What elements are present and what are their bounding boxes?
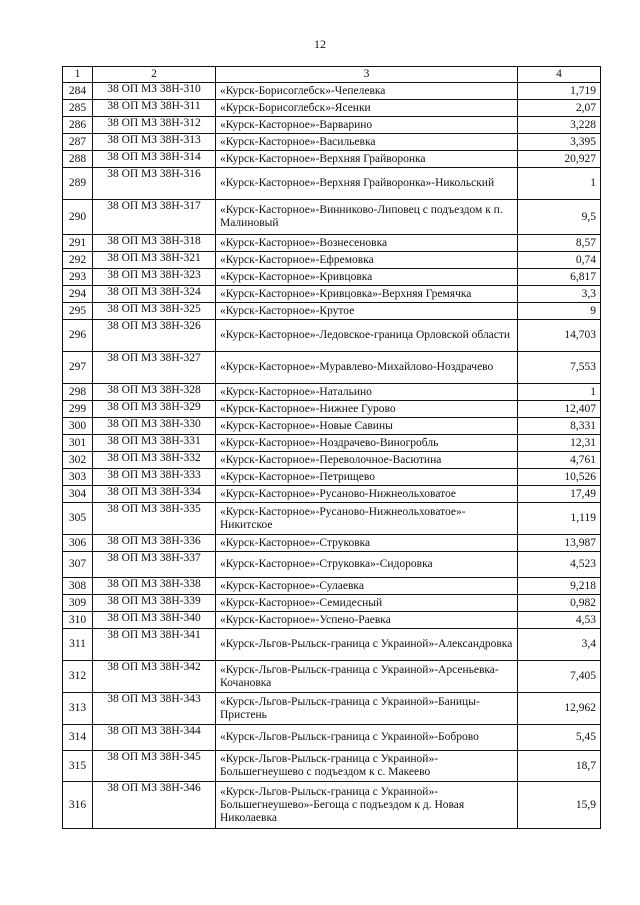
road-name: «Курск-Касторное»-Струковка»-Сидоровка xyxy=(216,552,518,578)
road-length: 3,228 xyxy=(518,117,601,134)
road-length: 3,3 xyxy=(518,286,601,303)
table-row xyxy=(63,252,601,269)
table-row xyxy=(63,469,601,486)
road-code: 38 ОП МЗ 38Н-330 xyxy=(93,418,216,435)
row-number: 308 xyxy=(63,578,93,595)
road-name: «Курск-Касторное»-Вознесеновка xyxy=(216,235,518,252)
road-name: «Курск-Касторное»-Петрищево xyxy=(216,469,518,486)
row-number: 316 xyxy=(63,782,93,829)
road-length: 15,9 xyxy=(518,782,601,829)
road-length: 12,407 xyxy=(518,401,601,418)
table-row xyxy=(63,552,601,578)
row-number: 289 xyxy=(63,168,93,200)
table-row xyxy=(63,117,601,134)
table-row xyxy=(63,535,601,552)
road-name: «Курск-Касторное»-Струковка xyxy=(216,535,518,552)
road-code: 38 ОП МЗ 38Н-328 xyxy=(93,384,216,401)
row-number: 299 xyxy=(63,401,93,418)
road-code: 38 ОП МЗ 38Н-318 xyxy=(93,235,216,252)
road-length: 0,982 xyxy=(518,595,601,612)
table-row xyxy=(63,595,601,612)
road-code: 38 ОП МЗ 38Н-310 xyxy=(93,83,216,100)
road-code: 38 ОП МЗ 38Н-340 xyxy=(93,612,216,629)
row-number: 315 xyxy=(63,751,93,782)
row-number: 303 xyxy=(63,469,93,486)
road-length: 8,331 xyxy=(518,418,601,435)
road-length: 18,7 xyxy=(518,751,601,782)
table-row xyxy=(63,435,601,452)
row-number: 294 xyxy=(63,286,93,303)
roads-table xyxy=(62,66,601,829)
row-number: 309 xyxy=(63,595,93,612)
road-code: 38 ОП МЗ 38Н-338 xyxy=(93,578,216,595)
road-name: «Курск-Касторное»-Муравлево-Михайлово-Ноздрачево xyxy=(216,352,518,384)
road-name: «Курск-Касторное»-Новые Савины xyxy=(216,418,518,435)
road-name: «Курск-Льгов-Рыльск-граница с Украиной»-Большегнеушево с подъездом к с. Макеево xyxy=(216,751,518,782)
road-length: 1 xyxy=(518,168,601,200)
road-code: 38 ОП МЗ 38Н-335 xyxy=(93,503,216,535)
road-length: 1 xyxy=(518,384,601,401)
road-code: 38 ОП МЗ 38Н-316 xyxy=(93,168,216,200)
road-name: «Курск-Касторное»-Васильевка xyxy=(216,134,518,151)
road-name: «Курск-Касторное»-Ефремовка xyxy=(216,252,518,269)
row-number: 285 xyxy=(63,100,93,117)
row-number: 287 xyxy=(63,134,93,151)
road-code: 38 ОП МЗ 38Н-345 xyxy=(93,751,216,782)
road-length: 5,45 xyxy=(518,725,601,751)
table-row xyxy=(63,751,601,782)
road-name: «Курск-Касторное»-Нижнее Гурово xyxy=(216,401,518,418)
row-number: 288 xyxy=(63,151,93,168)
row-number: 314 xyxy=(63,725,93,751)
road-code: 38 ОП МЗ 38Н-336 xyxy=(93,535,216,552)
table-row xyxy=(63,486,601,503)
road-code: 38 ОП МЗ 38Н-344 xyxy=(93,725,216,751)
table-row xyxy=(63,269,601,286)
road-length: 4,761 xyxy=(518,452,601,469)
road-name: «Курск-Касторное»-Семидесный xyxy=(216,595,518,612)
road-length: 9,5 xyxy=(518,200,601,235)
table-row xyxy=(63,168,601,200)
road-length: 4,53 xyxy=(518,612,601,629)
header-col-1: 1 xyxy=(63,67,93,83)
row-number: 307 xyxy=(63,552,93,578)
road-name: «Курск-Касторное»-Верхняя Грайворонка xyxy=(216,151,518,168)
table-row xyxy=(63,151,601,168)
road-name: «Курск-Касторное»-Винниково-Липовец с подъездом к п. Малиновый xyxy=(216,200,518,235)
road-code: 38 ОП МЗ 38Н-339 xyxy=(93,595,216,612)
table-row xyxy=(63,693,601,725)
row-number: 311 xyxy=(63,629,93,661)
row-number: 305 xyxy=(63,503,93,535)
road-length: 13,987 xyxy=(518,535,601,552)
road-length: 1,719 xyxy=(518,83,601,100)
row-number: 290 xyxy=(63,200,93,235)
table-row xyxy=(63,661,601,693)
road-code: 38 ОП МЗ 38Н-324 xyxy=(93,286,216,303)
road-name: «Курск-Касторное»-Варварино xyxy=(216,117,518,134)
table-row xyxy=(63,134,601,151)
table-body xyxy=(63,83,601,829)
road-name: «Курск-Льгов-Рыльск-граница с Украиной»-Арсеньевка-Кочановка xyxy=(216,661,518,693)
row-number: 302 xyxy=(63,452,93,469)
road-name: «Курск-Касторное»-Сулаевка xyxy=(216,578,518,595)
road-code: 38 ОП МЗ 38Н-325 xyxy=(93,303,216,320)
road-code: 38 ОП МЗ 38Н-311 xyxy=(93,100,216,117)
road-length: 10,526 xyxy=(518,469,601,486)
road-length: 7,553 xyxy=(518,352,601,384)
row-number: 312 xyxy=(63,661,93,693)
table-row xyxy=(63,725,601,751)
table-row xyxy=(63,200,601,235)
road-name: «Курск-Льгов-Рыльск-граница с Украиной»-Александровка xyxy=(216,629,518,661)
header-col-3: 3 xyxy=(216,67,518,83)
table-row xyxy=(63,503,601,535)
road-length: 12,31 xyxy=(518,435,601,452)
page-number: 12 xyxy=(314,37,326,51)
road-name: «Курск-Касторное»-Русаново-Нижнеольховатое xyxy=(216,486,518,503)
row-number: 295 xyxy=(63,303,93,320)
road-code: 38 ОП МЗ 38Н-327 xyxy=(93,352,216,384)
header-col-2: 2 xyxy=(93,67,216,83)
road-code: 38 ОП МЗ 38Н-313 xyxy=(93,134,216,151)
row-number: 297 xyxy=(63,352,93,384)
road-name: «Курск-Касторное»-Крутое xyxy=(216,303,518,320)
table-row xyxy=(63,83,601,100)
row-number: 292 xyxy=(63,252,93,269)
road-code: 38 ОП МЗ 38Н-326 xyxy=(93,320,216,352)
road-length: 1,119 xyxy=(518,503,601,535)
road-length: 4,523 xyxy=(518,552,601,578)
road-code: 38 ОП МЗ 38Н-334 xyxy=(93,486,216,503)
road-length: 2,07 xyxy=(518,100,601,117)
road-name: «Курск-Борисоглебск»-Ясенки xyxy=(216,100,518,117)
table-row xyxy=(63,320,601,352)
table-row xyxy=(63,629,601,661)
road-name: «Курск-Касторное»-Верхняя Грайворонка»-Никольский xyxy=(216,168,518,200)
table-header-row xyxy=(63,67,601,83)
road-code: 38 ОП МЗ 38Н-317 xyxy=(93,200,216,235)
road-name: «Курск-Касторное»-Натальино xyxy=(216,384,518,401)
header-col-4: 4 xyxy=(518,67,601,83)
road-code: 38 ОП МЗ 38Н-323 xyxy=(93,269,216,286)
road-code: 38 ОП МЗ 38Н-329 xyxy=(93,401,216,418)
table-row xyxy=(63,782,601,829)
road-code: 38 ОП МЗ 38Н-332 xyxy=(93,452,216,469)
road-name: «Курск-Касторное»-Кривцовка xyxy=(216,269,518,286)
road-length: 8,57 xyxy=(518,235,601,252)
table-row xyxy=(63,352,601,384)
row-number: 293 xyxy=(63,269,93,286)
row-number: 301 xyxy=(63,435,93,452)
road-code: 38 ОП МЗ 38Н-337 xyxy=(93,552,216,578)
road-length: 6,817 xyxy=(518,269,601,286)
road-length: 20,927 xyxy=(518,151,601,168)
road-name: «Курск-Льгов-Рыльск-граница с Украиной»-Баницы-Пристень xyxy=(216,693,518,725)
row-number: 306 xyxy=(63,535,93,552)
table-row xyxy=(63,286,601,303)
road-name: «Курск-Касторное»-Ноздрачево-Виногробль xyxy=(216,435,518,452)
table-row xyxy=(63,384,601,401)
road-length: 17,49 xyxy=(518,486,601,503)
road-length: 3,4 xyxy=(518,629,601,661)
road-name: «Курск-Касторное»-Кривцовка»-Верхняя Гремячка xyxy=(216,286,518,303)
table-row xyxy=(63,401,601,418)
road-length: 3,395 xyxy=(518,134,601,151)
row-number: 298 xyxy=(63,384,93,401)
road-length: 12,962 xyxy=(518,693,601,725)
road-length: 7,405 xyxy=(518,661,601,693)
row-number: 296 xyxy=(63,320,93,352)
road-length: 14,703 xyxy=(518,320,601,352)
road-length: 9 xyxy=(518,303,601,320)
road-code: 38 ОП МЗ 38Н-314 xyxy=(93,151,216,168)
table-row xyxy=(63,612,601,629)
row-number: 313 xyxy=(63,693,93,725)
row-number: 310 xyxy=(63,612,93,629)
road-code: 38 ОП МЗ 38Н-321 xyxy=(93,252,216,269)
row-number: 304 xyxy=(63,486,93,503)
road-code: 38 ОП МЗ 38Н-343 xyxy=(93,693,216,725)
road-name: «Курск-Касторное»-Русаново-Нижнеольховатое»-Никитское xyxy=(216,503,518,535)
table-row xyxy=(63,418,601,435)
road-code: 38 ОП МЗ 38Н-342 xyxy=(93,661,216,693)
road-name: «Курск-Касторное»-Успено-Раевка xyxy=(216,612,518,629)
table-row xyxy=(63,235,601,252)
road-name: «Курск-Льгов-Рыльск-граница с Украиной»-Боброво xyxy=(216,725,518,751)
road-code: 38 ОП МЗ 38Н-346 xyxy=(93,782,216,829)
row-number: 284 xyxy=(63,83,93,100)
road-length: 0,74 xyxy=(518,252,601,269)
road-code: 38 ОП МЗ 38Н-331 xyxy=(93,435,216,452)
road-code: 38 ОП МЗ 38Н-341 xyxy=(93,629,216,661)
road-name: «Курск-Касторное»-Ледовское-граница Орловской области xyxy=(216,320,518,352)
road-name: «Курск-Касторное»-Переволочное-Васютина xyxy=(216,452,518,469)
row-number: 300 xyxy=(63,418,93,435)
road-name: «Курск-Льгов-Рыльск-граница с Украиной»-Большегнеушево»-Бегоща с подъездом к д. Новая Николаевка xyxy=(216,782,518,829)
road-name: «Курск-Борисоглебск»-Чепелевка xyxy=(216,83,518,100)
road-code: 38 ОП МЗ 38Н-333 xyxy=(93,469,216,486)
row-number: 286 xyxy=(63,117,93,134)
table-row xyxy=(63,452,601,469)
table-row xyxy=(63,100,601,117)
road-length: 9,218 xyxy=(518,578,601,595)
table-row xyxy=(63,303,601,320)
road-code: 38 ОП МЗ 38Н-312 xyxy=(93,117,216,134)
row-number: 291 xyxy=(63,235,93,252)
table-row xyxy=(63,578,601,595)
